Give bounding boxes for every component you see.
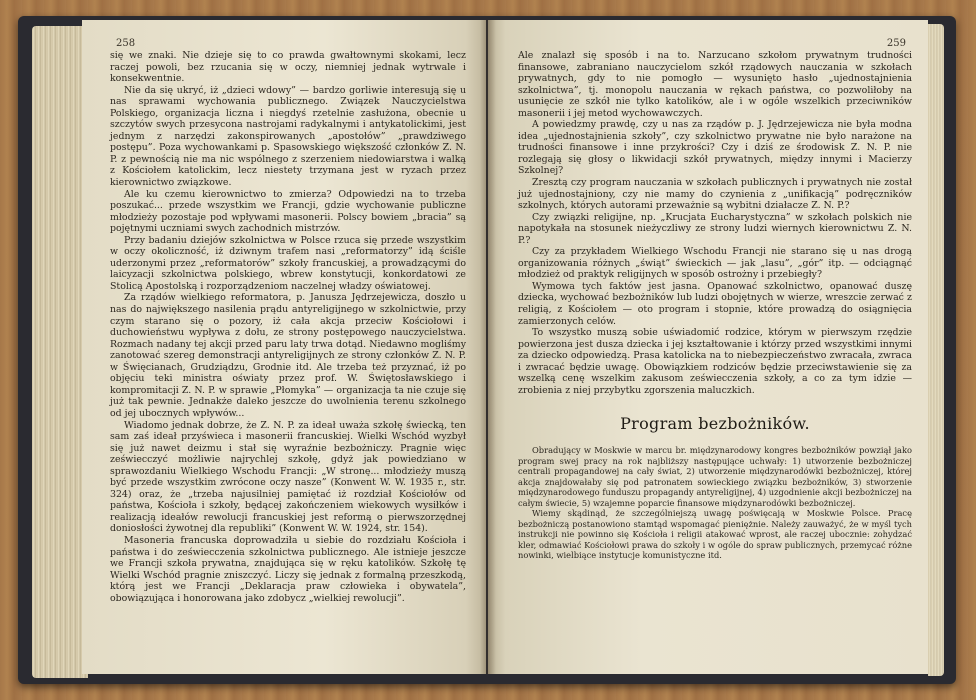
paragraph: Wymowa tych faktów jest jasna. Opanować szkolnictwo, opanować duszę dziecka, wychować bezbożników lub ludzi obojętnych w wierze, wreszcie zerwać z religią, z Kościołem — oto program i stopnie, które prowadzą do osiągnięcia zamierzonych celów. (518, 280, 912, 327)
right-page-text (518, 50, 912, 396)
left-page-edges (32, 26, 88, 678)
paragraph: Masoneria francuska doprowadziła u siebie do rozdziału Kościoła i państwa i do zeświecczenia szkolnictwa publicznego. Ale istnieje jeszcze we Francji szkoła prywatna, znajdująca się w ręku katolików. Szkołę tę Wielki Wschód pragnie zniszczyć. Liczy się jednak z formalną przeszkodą, którą jest we Francji „Deklaracja praw człowieka i obywatela”, obowiązująca i honorowana jako zdobycz „wielkiej rewolucji”. (110, 534, 466, 604)
right-page (488, 20, 928, 674)
paragraph: Wiadomo jednak dobrze, że Z. N. P. za ideał uważa szkołę świecką, ten sam zaś ideał przyświeca i masonerii francuskiej. Wielki Wschód wyzbył się już nawet deizmu i stał się wyraźnie bezbożniczy. Pragnie więc zeświecczyć możliwie najrychlej szkołę, gdyż jak powiedziano w sprawozdaniu Wielkiego Wschodu Francji: „W stronę... młodzieży muszą być przede wszystkim zwrócone oczy nasze” (Konwent W. W. 1935 r., str. 324) oraz, że „trzeba najusilniej pamiętać iż rozdział Kościołów od państwa, Kościoła i szkoły, będącej zakończeniem wiekowych wysiłków i realizacją ideałów rewolucji francuskiej jest reformą o pierwszorzędnej doniosłości żywotnej dla republiki” (Konwent W. W. 1924, str. 154). (110, 419, 466, 535)
paragraph: Czy związki religijne, np. „Krucjata Eucharystyczna” w szkołach polskich nie napotykała na stosunek nieżyczliwy ze strony ludzi wiernych kierownictwu Z. N. P.? (518, 211, 912, 246)
paragraph: To wszystko muszą sobie uświadomić rodzice, którym w pierwszym rzędzie powierzona jest dusza dziecka i jej kształtowanie i którzy przed wszystkimi innymi za dziecko odpowiedzą. Prasa katolicka na to niebezpieczeństwo zwracała, zwraca i zwracać będzie uwagę. Obowiązkiem rodziców będzie przeciwstawienie się za wszelką cenę wszelkim zakusom zeświecczenia szkoły, a co za tym idzie — zrobienia z niej przybytku zgorszenia maluczkich. (518, 327, 912, 396)
paragraph: Wiemy skądinąd, że szczególniejszą uwagę poświęcają w Moskwie Polsce. Pracę bezbożniczą postanowiono stamtąd wspomagać pieniężnie. Należy zauważyć, że w myśl tych instrukcji nie powinno się Kościoła i religii atakować wprost, ale raczej ubocznie: zohydzać kler, odmawiać Kościołowi prawa do szkoły i w ogóle do spraw publicznych, przemycać różne nowinki, wielbiące instytucje komunistyczne itd. (518, 508, 912, 561)
paragraph: A powiedzmy prawdę, czy u nas za rządów p. J. Jędrzejewicza nie była modna idea „ujednostajnienia szkoły”, czy szkolnictwo prywatne nie było narażone na trudności finansowe i inne przykrości? Czy i dziś ze środowisk Z. N. P. nie rozlegają się głosy o likwidacji szkół prywatnych, między innymi i Macierzy Szkolnej? (518, 119, 912, 177)
paragraph: się we znaki. Nie dzieje się to co prawda gwałtownymi skokami, lecz raczej powoli, bez rzucania się w oczy, niemniej jednak wytrwale i konsekwentnie. (110, 50, 466, 85)
paragraph: Ale ku czemu kierownictwo to zmierza? Odpowiedzi na to trzeba poszukać... przede wszystkim we Francji, gdzie wychowanie publiczne młodzieży pozostaje pod wpływami masonerii. Polscy bowiem „bracia” są pojętnymi uczniami swych zachodnich mistrzów. (110, 188, 466, 235)
paragraph: Czy za przykładem Wielkiego Wschodu Francji nie starano się u nas drogą organizowania różnych „świąt” świeckich — jak „lasu”, „gór” itp. — odciągnąć młodzież od praktyk religijnych w sposób ostrożny i przebiegły? (518, 246, 912, 281)
paragraph: Za rządów wielkiego reformatora, p. Janusza Jędrzejewicza, doszło u nas do największego nasilenia prądu antyreligijnego w szkolnictwie, przy czym starano się o pozory, iż cała akcja przeciw Kościołowi i duchowieństwu wypływa z dołu, ze strony postępowego nauczycielstwa. Rozmach nadany tej akcji przed paru laty trwa dotąd. Niedawno mogliśmy zanotować szereg demonstracji antyreligijnych ze strony członków Z. N. P. w Święcianach, Grudziądzu, Grodnie itd. Ale trzeba też przyznać, iż po objęciu teki ministra oświaty przez prof. W. Świętosławskiego i kompromitacji Z. N. P. w sprawie „Płomyka” — organizacja ta nie czuje się już tak pewnie. Jednakże daleko jeszcze do uwolnienia terenu szkolnego od jej ubocznych wpływów... (110, 292, 466, 419)
left-page-number: 258 (116, 38, 136, 49)
paragraph: Ale znalazł się sposób i na to. Narzucano szkołom prywatnym trudności finansowe, zabraniano nauczycielom szkół rządowych nauczania w szkołach prywatnych, gdy to nie pomogło — wysunięto hasło „ujednostajnienia szkolnictwa”, tj. monopolu nauczania w rękach państwa, co pozwoliłoby na usunięcie ze szkół nie tylko katolików, ale i w ogóle wszelkich przeciwników masonerii i jej metod wychowawczych. (518, 50, 912, 119)
paragraph: Przy badaniu dziejów szkolnictwa w Polsce rzuca się przede wszystkim w oczy okoliczność, iż dziwnym trafem nasi „reformatorzy” idą ściśle uderzonymi przez „reformatorów” szkoły francuskiej, a prowadzącymi do laicyzacji szkolnictwa polskiego, wbrew konstytucji, konkordatowi ze Stolicą Apostolską i rozporządzeniom naczelnej władzy oświatowej. (110, 234, 466, 292)
small-print-text (518, 445, 912, 561)
left-page-text (110, 50, 466, 604)
left-page (82, 20, 486, 674)
paragraph: Nie da się ukryć, iż „dzieci wdowy” — bardzo gorliwie interesują się u nas sprawami wychowania publicznego. Związek Nauczycielstwa Polskiego, organizacja liczna i niegdyś rzetelnie zasłużona, obecnie u szczytów swych przesycona nastrojami radykalnymi i antykatolickimi, jest jednym z narzędzi zakonspirowanych „apostołów” „prawdziwego postępu”. Poza wychowankami p. Spasowskiego większość członków Z. N. P. z pewnością nie ma nic wspólnego z szerzeniem niedowiarstwa i walką z Kościołem katolickim, lecz niestety trzymana jest w ryzach przez kierownictwo związkowe. (110, 84, 466, 189)
paragraph: Zresztą czy program nauczania w szkołach publicznych i prywatnych nie został już ujednostajniony, czy nie mamy do czynienia z „unifikacją” podręczników szkolnych, których autorami przeważnie są wybitni działacze Z. N. P.? (518, 177, 912, 212)
section-title: Program bezbożników. (620, 414, 810, 434)
book-gutter (480, 20, 496, 674)
right-page-number: 259 (886, 38, 906, 49)
paragraph: Obradujący w Moskwie w marcu br. międzynarodowy kongres bezbożników powziął jako program swej pracy na rok najbliższy następujące uchwały: 1) utworzenie bezbożniczej centrali propagandowej na cały świat, 2) utworzenie międzynarodówki bezbożniczej, której akcja znajdowałaby się pod patronatem sowieckiego związku bezbożników, 3) stworzenie międzynarodowego funduszu propagandy antyreligijnej, 4) uzgodnienie akcji bezbożniczej na całym świecie, 5) wzajemne poparcie finansowe międzynarodówki bezbożniczej. (518, 445, 912, 508)
right-page-edges (928, 24, 944, 676)
